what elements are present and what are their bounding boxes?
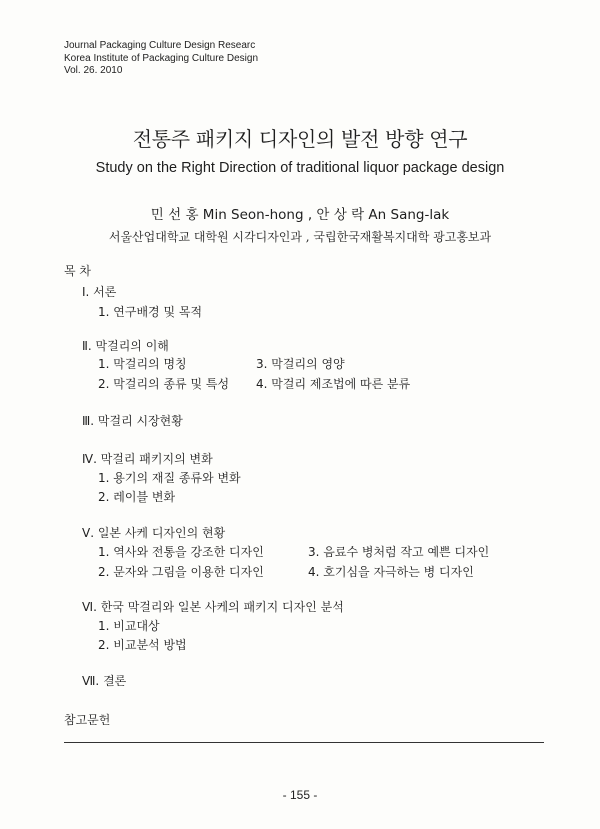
- toc-item: 1. 역사와 전통을 강조한 디자인: [98, 545, 264, 559]
- toc-item: 2. 레이블 변화: [98, 490, 176, 504]
- toc-section-3: Ⅲ. 막걸리 시장현황: [82, 414, 183, 428]
- paper-affiliations: 서울산업대학교 대학원 시각디자인과 , 국립한국재활복지대학 광고홍보과: [108, 230, 492, 244]
- paper-authors: 민 선 홍 Min Seon-hong , 안 상 락 An Sang-lak: [150, 207, 450, 223]
- toc-section-4: Ⅳ. 막걸리 패키지의 변화: [82, 452, 213, 466]
- paper-title-korean: 전통주 패키지 디자인의 발전 방향 연구: [132, 127, 468, 151]
- toc-item: 4. 호기심을 자극하는 병 디자인: [308, 565, 474, 579]
- toc-item: 2. 비교분석 방법: [98, 638, 187, 652]
- journal-institute: Korea Institute of Packaging Culture Design: [64, 52, 258, 64]
- toc-section-2: Ⅱ. 막걸리의 이해: [82, 339, 169, 353]
- toc-section-1: Ⅰ. 서론: [82, 285, 117, 299]
- paper-title-english: Study on the Right Direction of traditional liquor package design: [95, 160, 505, 176]
- toc-heading: 목 차: [64, 264, 91, 278]
- journal-name: Journal Packaging Culture Design Researc: [64, 40, 256, 51]
- journal-volume: Vol. 26. 2010: [64, 65, 123, 76]
- toc-section-7: Ⅶ. 결론: [82, 674, 127, 688]
- toc-item: 1. 연구배경 및 목적: [98, 305, 203, 319]
- toc-item: 4. 막걸리 제조법에 따른 분류: [256, 377, 411, 391]
- toc-section-5: Ⅴ. 일본 사케 디자인의 현황: [82, 526, 226, 540]
- footnote-divider: [64, 742, 544, 743]
- journal-header: [64, 40, 258, 78]
- toc-item: 1. 막걸리의 명칭: [98, 357, 187, 371]
- toc-item: 1. 비교대상: [98, 619, 160, 633]
- toc-section-6: Ⅵ. 한국 막걸리와 일본 사케의 패키지 디자인 분석: [82, 600, 344, 614]
- toc-item: 1. 용기의 재질 종류와 변화: [98, 471, 241, 485]
- toc-item: 2. 막걸리의 종류 및 특성: [98, 377, 230, 391]
- page-number: - 155 -: [282, 788, 318, 802]
- references-heading: 참고문헌: [64, 713, 111, 727]
- toc-item: 3. 막걸리의 영양: [256, 357, 345, 371]
- toc-item: 2. 문자와 그림을 이용한 디자인: [98, 565, 264, 579]
- toc-item: 3. 음료수 병처럼 작고 예쁜 디자인: [308, 545, 490, 559]
